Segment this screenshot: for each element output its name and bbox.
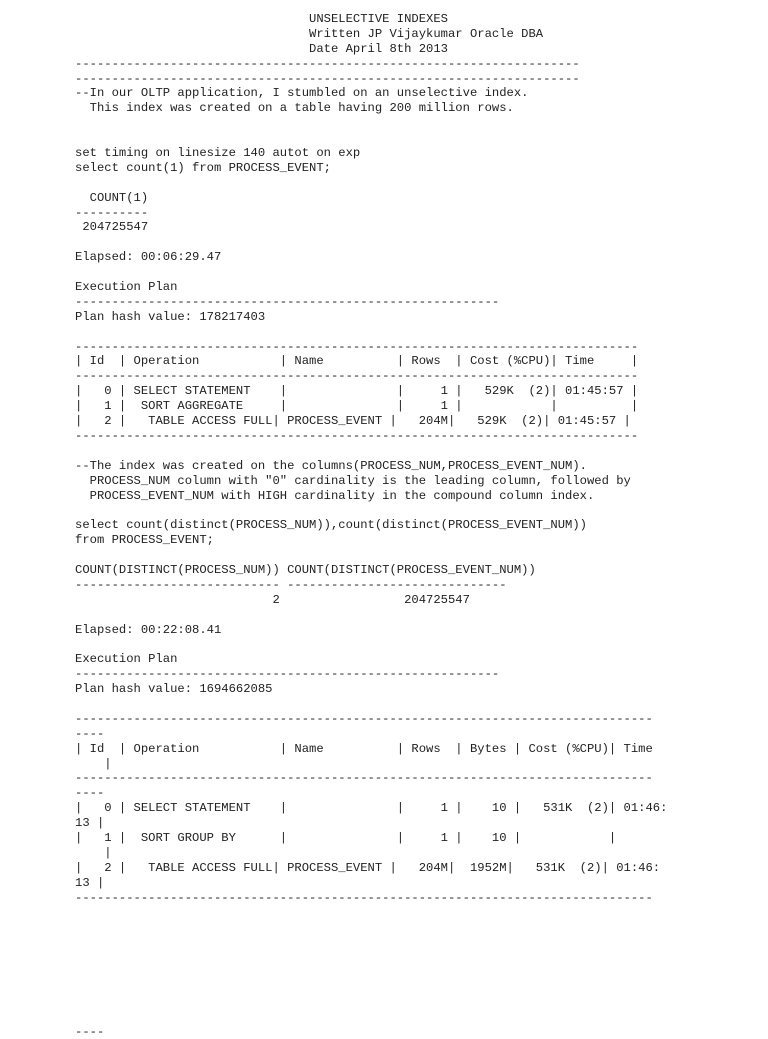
text-line [75, 235, 667, 250]
text-line: Plan hash value: 178217403 [75, 309, 266, 324]
text-line: | [75, 756, 112, 771]
text-line: ----------------------------------------------------------------------------- [75, 369, 639, 384]
text-line [75, 444, 667, 459]
text-line: Written JP Vijaykumar Oracle DBA [75, 26, 544, 41]
text-line: | 1 | SORT GROUP BY | | 1 | 10 | | [75, 830, 617, 845]
text-line: ----------------------------------------------------------------------------- [75, 339, 639, 354]
text-line: | 2 | TABLE ACCESS FULL| PROCESS_EVENT | 204M| 1952M| 531K (2)| 01:46: [75, 860, 661, 875]
text-line: This index was created on a table having 200 million rows. [75, 101, 514, 116]
text-line: ---- [75, 786, 105, 801]
text-line: --The index was created on the columns(PROCESS_NUM,PROCESS_EVENT_NUM). [75, 458, 587, 473]
text-line: | 1 | SORT AGGREGATE | | 1 | | | [75, 399, 639, 414]
text-line: --------------------------------------------------------------------- [75, 71, 580, 86]
text-line: select count(1) from PROCESS_EVENT; [75, 160, 331, 175]
text-line [75, 965, 667, 980]
text-line: | Id | Operation | Name | Rows | Cost (%CPU)| Time | [75, 354, 639, 369]
text-line [75, 920, 667, 935]
text-line: Elapsed: 00:06:29.47 [75, 250, 222, 265]
text-line: PROCESS_EVENT_NUM with HIGH cardinality in the compound column index. [75, 488, 595, 503]
text-line: Execution Plan [75, 280, 178, 295]
text-line: ---------------------------------------------------------- [75, 294, 500, 309]
text-line [75, 116, 667, 131]
text-line: | 0 | SELECT STATEMENT | | 1 | 529K (2)| 01:45:57 | [75, 384, 639, 399]
text-line [75, 905, 667, 920]
text-line: | [75, 845, 112, 860]
text-line [75, 608, 667, 623]
text-line: ------------------------------------------------------------------------------- [75, 890, 653, 905]
text-line [75, 503, 667, 518]
text-line [75, 980, 667, 995]
text-line: Execution Plan [75, 652, 178, 667]
text-line: | 0 | SELECT STATEMENT | | 1 | 10 | 531K (2)| 01:46: [75, 801, 668, 816]
text-line: ------------------------------------------------------------------------------- [75, 771, 653, 786]
text-line: 204725547 [75, 220, 149, 235]
text-line [75, 995, 667, 1010]
text-line: | 2 | TABLE ACCESS FULL| PROCESS_EVENT | 204M| 529K (2)| 01:45:57 | [75, 414, 631, 429]
text-line [75, 1010, 667, 1025]
text-line [75, 131, 667, 146]
text-line: COUNT(1) [75, 190, 149, 205]
text-line: ---------------------------- ------------------------------ [75, 577, 507, 592]
text-line: set timing on linesize 140 autot on exp [75, 146, 361, 161]
text-line: ------------------------------------------------------------------------------- [75, 711, 653, 726]
text-line [75, 637, 667, 652]
text-line: Date April 8th 2013 [75, 41, 448, 56]
text-line [75, 935, 667, 950]
text-line: ----------------------------------------------------------------------------- [75, 428, 639, 443]
document-body [75, 12, 667, 1039]
text-line: Elapsed: 00:22:08.41 [75, 622, 222, 637]
text-line: select count(distinct(PROCESS_NUM)),count(distinct(PROCESS_EVENT_NUM)) [75, 518, 587, 533]
text-line [75, 265, 667, 280]
text-line: ---- [75, 726, 105, 741]
text-line: COUNT(DISTINCT(PROCESS_NUM)) COUNT(DISTINCT(PROCESS_EVENT_NUM)) [75, 562, 536, 577]
text-line [75, 176, 667, 191]
text-line: ---- [75, 1024, 105, 1039]
text-line: Plan hash value: 1694662085 [75, 682, 273, 697]
text-line: UNSELECTIVE INDEXES [75, 12, 448, 26]
text-line: PROCESS_NUM column with "0" cardinality is the leading column, followed by [75, 473, 631, 488]
text-line: 13 | [75, 816, 105, 831]
text-line [75, 950, 667, 965]
text-line: ---------------------------------------------------------- [75, 667, 500, 682]
text-line [75, 325, 667, 340]
text-line: from PROCESS_EVENT; [75, 533, 214, 548]
text-line: --In our OLTP application, I stumbled on an unselective index. [75, 86, 529, 101]
text-line: | Id | Operation | Name | Rows | Bytes | Cost (%CPU)| Time [75, 741, 653, 756]
text-line [75, 697, 667, 712]
text-line: 2 204725547 [75, 592, 470, 607]
text-line: ---------- [75, 205, 149, 220]
text-line: 13 | [75, 875, 105, 890]
text-line [75, 548, 667, 563]
text-line: --------------------------------------------------------------------- [75, 56, 580, 71]
